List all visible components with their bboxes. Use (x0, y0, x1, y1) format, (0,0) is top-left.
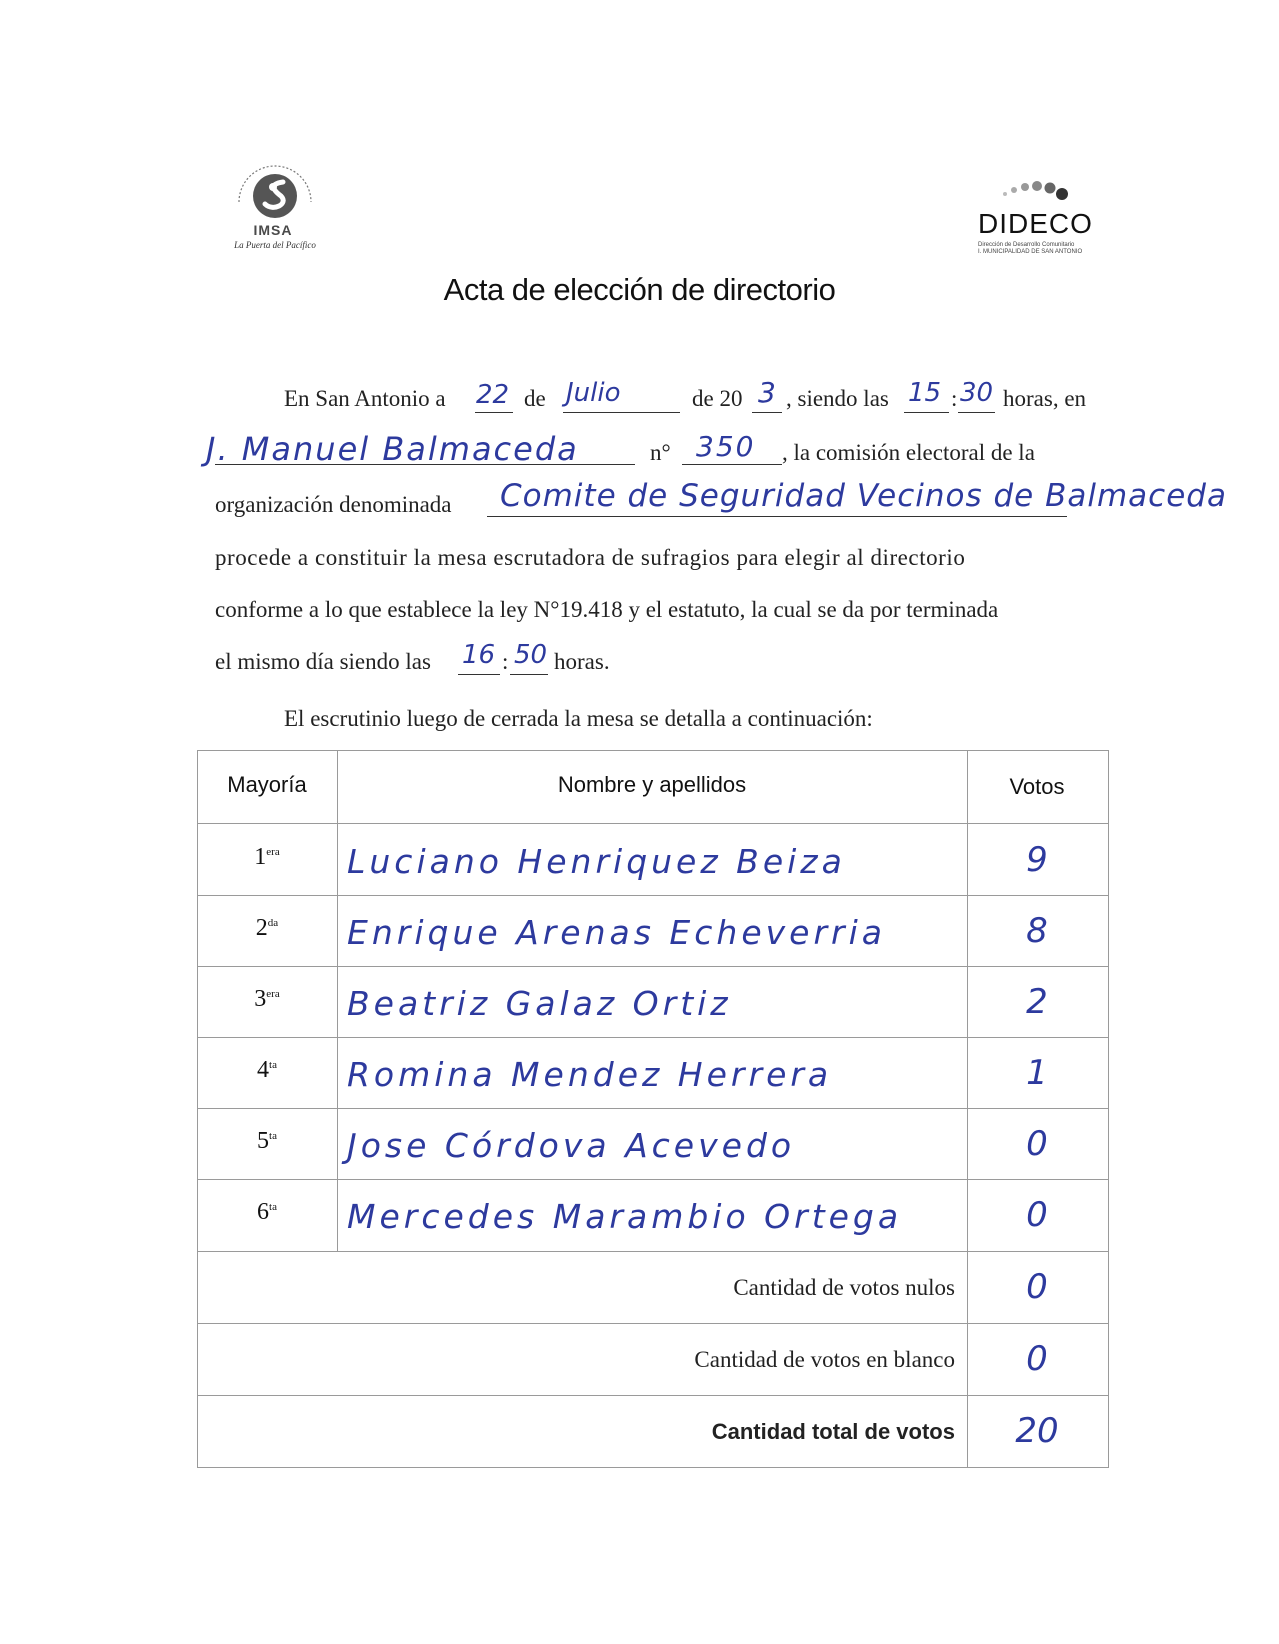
row-name: Enrique Arenas Echeverria (347, 913, 886, 952)
text-l2b: , la comisión electoral de la (782, 440, 1035, 465)
row-name: Beatriz Galaz Ortiz (347, 984, 732, 1023)
row-rank: $4^{ta}$ (257, 1057, 277, 1083)
row-name: Romina Mendez Herrera (347, 1055, 833, 1094)
org-name-blank (487, 516, 1067, 517)
row-rank: $3^{era}$ (254, 986, 280, 1012)
header-name: Nombre y apellidos (557, 772, 747, 797)
table-rule (197, 1037, 1109, 1038)
text-l2a: n° (650, 440, 671, 465)
text-l5: conforme a lo que establece la ley N°19.418 y el estatuto, la cual se da por terminada (215, 597, 999, 622)
end-min-blank (510, 674, 548, 675)
time-colon-2: : (502, 649, 509, 674)
document-title: Acta de elección de directorio (443, 272, 836, 307)
imsa-emblem-icon (229, 160, 321, 230)
number-value: 350 (696, 430, 756, 463)
table-rule (197, 1395, 1109, 1396)
table-rule (197, 1179, 1109, 1180)
table-rule (197, 966, 1109, 967)
row-votes: 0 (1026, 1195, 1048, 1235)
start-min-blank (958, 412, 995, 413)
month-blank (563, 412, 680, 413)
table-rule (197, 1251, 1109, 1252)
text-l1d: , siendo las (786, 386, 889, 411)
row-votes: 9 (1026, 840, 1048, 880)
dideco-subtitle-1: Dirección de Desarrollo Comunitario (978, 242, 1075, 248)
table-border-bottom (197, 1467, 1109, 1468)
dideco-name: DIDECO (978, 208, 1093, 239)
day-value: 22 (476, 380, 510, 410)
year-blank (752, 412, 782, 413)
header-votes: Votos (1009, 774, 1065, 799)
dideco-dots-icon (1000, 178, 1070, 202)
blank-votes-label: Cantidad de votos en blanco (694, 1347, 955, 1372)
table-rule (197, 1323, 1109, 1324)
end-hour-value: 16 (462, 640, 496, 670)
total-votes-value: 20 (1015, 1411, 1059, 1451)
text-l1c: de 20 (692, 386, 743, 411)
table-border-top (197, 750, 1109, 751)
text-l6b: horas. (554, 649, 610, 674)
start-hour-blank (904, 412, 949, 413)
dideco-subtitle-2: I. MUNICIPALIDAD DE SAN ANTONIO (978, 249, 1083, 255)
end-min-value: 50 (514, 640, 548, 670)
imsa-slogan: La Puerta del Pacífico (234, 240, 316, 250)
row-votes: 2 (1026, 982, 1048, 1022)
row-rank: $2^{da}$ (255, 915, 279, 941)
imsa-name: IMSA (253, 222, 293, 238)
imsa-logo (215, 160, 335, 270)
row-name: Luciano Henriquez Beiza (347, 842, 846, 881)
row-votes: 8 (1026, 911, 1048, 951)
text-l6a: el mismo día siendo las (215, 649, 431, 674)
header-rank: Mayoría (227, 772, 307, 797)
month-value: Julio (566, 378, 621, 408)
year-suffix-value: 3 (758, 376, 776, 409)
text-l1a: En San Antonio a (284, 386, 446, 411)
end-hour-blank (458, 674, 500, 675)
text-l1b: de (524, 386, 546, 411)
text-l7: El escrutinio luego de cerrada la mesa se detalla a continuación: (284, 706, 873, 731)
table-border-right (1108, 750, 1109, 1467)
text-l3a: organización denominada (215, 492, 452, 517)
table-rule (197, 895, 1109, 896)
table-rule (197, 1108, 1109, 1109)
row-votes: 1 (1026, 1053, 1048, 1093)
time-colon-1: : (951, 386, 958, 411)
row-name: Jose Córdova Acevedo (347, 1126, 796, 1165)
null-votes-label: Cantidad de votos nulos (733, 1275, 955, 1300)
row-name: Mercedes Marambio Ortega (347, 1197, 903, 1236)
null-votes-value: 0 (1026, 1267, 1048, 1307)
row-rank: $5^{ta}$ (257, 1128, 277, 1154)
number-blank (682, 464, 782, 465)
table-col-divider (337, 750, 338, 1251)
row-rank: $6^{ta}$ (257, 1199, 277, 1225)
start-hour-value: 15 (908, 378, 942, 408)
org-name-value: Comite de Seguridad Vecinos de Balmaceda (500, 478, 1227, 514)
dideco-logo (970, 178, 1100, 258)
total-votes-label: Cantidad total de votos (711, 1419, 955, 1444)
row-votes: 0 (1026, 1124, 1048, 1164)
text-l1e: horas, en (1003, 386, 1087, 411)
row-rank: $1^{era}$ (254, 844, 280, 870)
table-header-rule (197, 823, 1109, 824)
blank-votes-value: 0 (1026, 1339, 1048, 1379)
text-l4: procede a constituir la mesa escrutadora de sufragios para elegir al directorio (215, 545, 966, 570)
street-value: J. Manuel Balmaceda (206, 430, 579, 468)
results-table (197, 750, 1109, 1468)
start-min-value: 30 (960, 378, 994, 408)
day-blank (475, 412, 513, 413)
